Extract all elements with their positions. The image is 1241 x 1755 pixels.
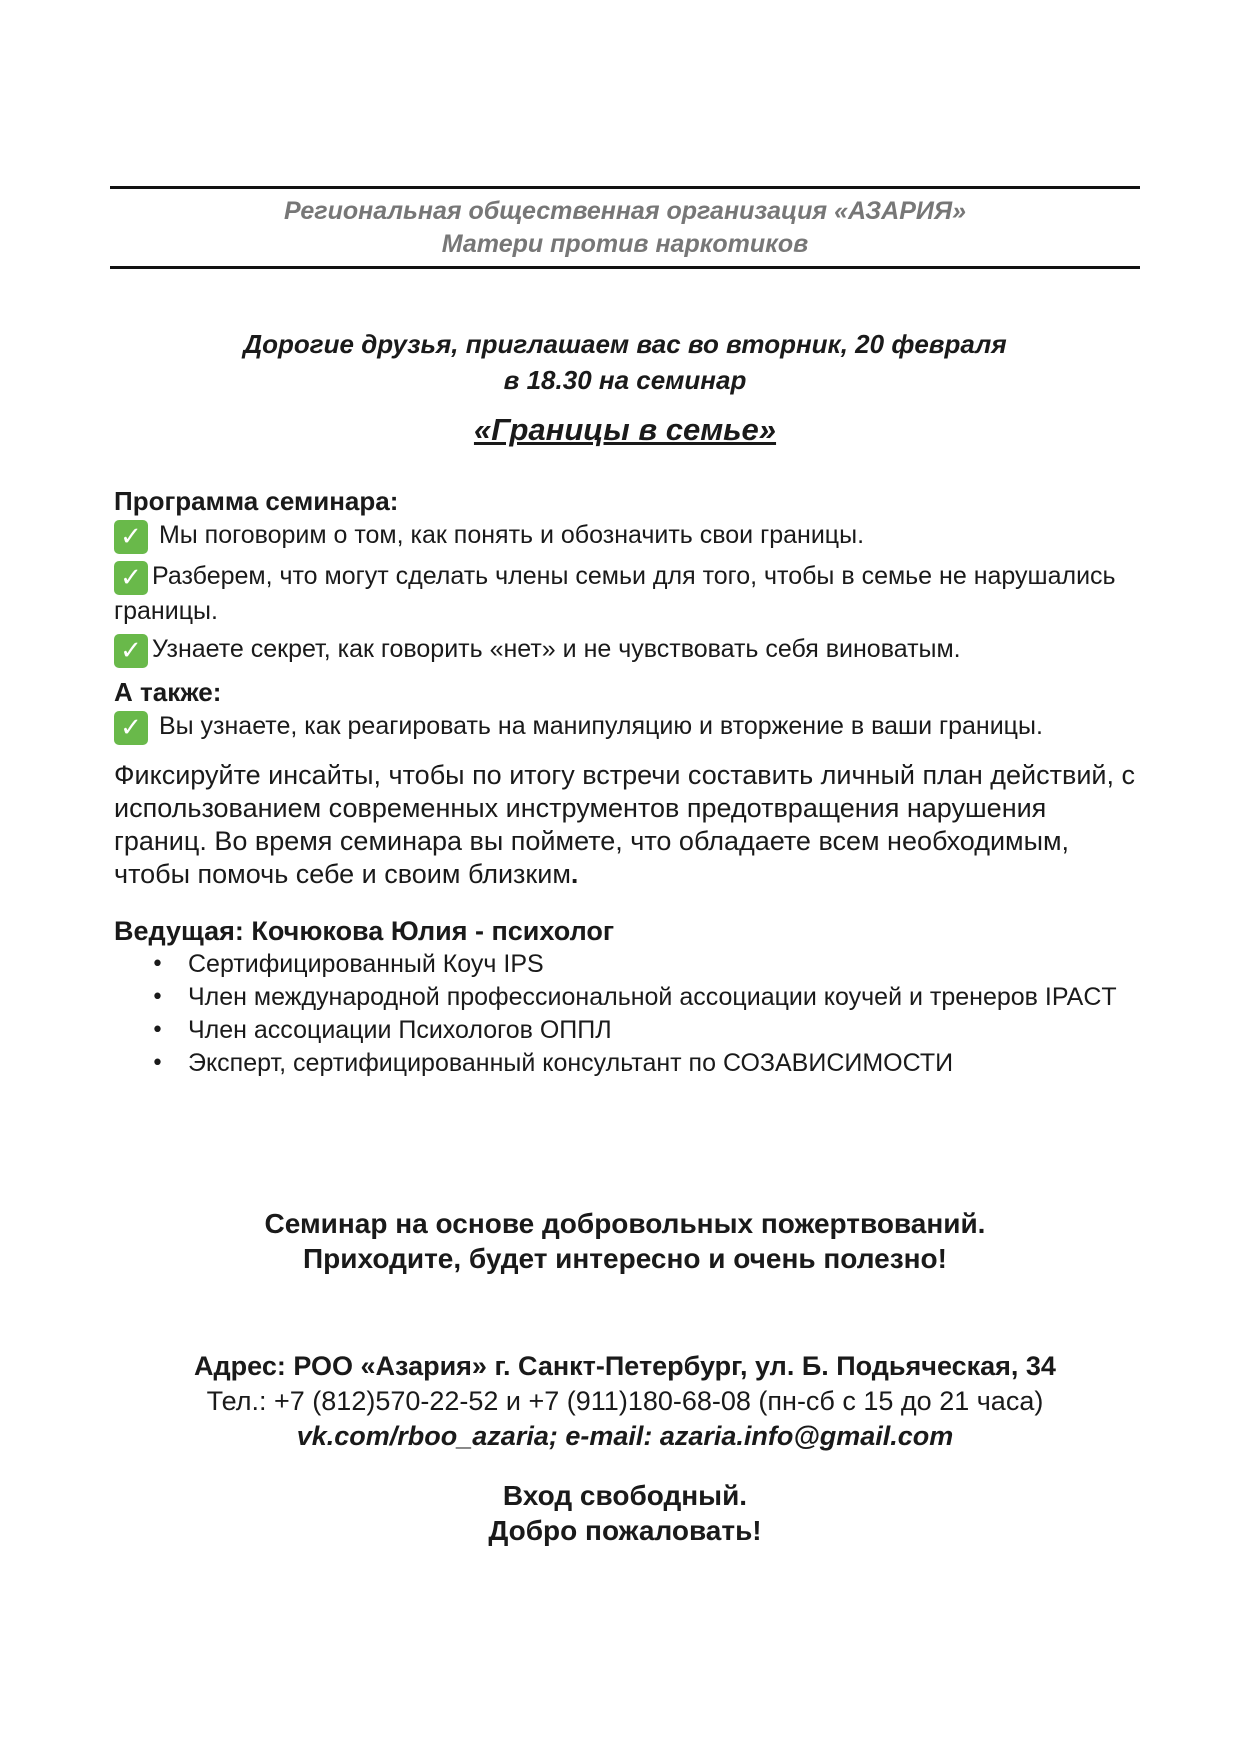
organization-name: Региональная общественная организация «АЗАРИЯ»: [284, 197, 966, 225]
program-title: Программа семинара:: [114, 486, 399, 516]
closing-line-1: Вход свободный.: [502, 1480, 748, 1511]
also-item-text: Вы узнаете, как реагировать на манипуляцию и вторжение в ваши границы.: [152, 712, 1043, 740]
check-mark-icon: ✓: [114, 520, 148, 554]
donation-line-1: Семинар на основе добровольных пожертвований.: [264, 1208, 986, 1239]
check-mark-icon: ✓: [114, 634, 148, 668]
check-mark-icon: ✓: [114, 561, 148, 595]
description-text: Фиксируйте инсайты, чтобы по итогу встречи составить личный план действий, с использованием современных инструментов предотвращения нарушения границ. Во время семинара вы поймете, что обладаете всем необходимым, чтобы помочь себе и своим близким: [114, 760, 1136, 889]
contacts: [110, 1349, 1140, 1454]
closing: [110, 1478, 1140, 1548]
program-item-text: Разберем, что могут сделать члены семьи для того, чтобы в семье не нарушались границы.: [114, 562, 1116, 625]
description-end: .: [570, 859, 579, 889]
check-mark-icon: ✓: [114, 711, 148, 745]
web-and-email: vk.com/rboo_azaria; e-mail: azaria.info@gmail.com: [296, 1421, 954, 1451]
organization-header: [110, 186, 1140, 269]
closing-line-2: Добро пожаловать!: [488, 1515, 762, 1546]
program-item: [114, 560, 1144, 627]
credential-item: • Член международной профессиональной ассоциации коучей и тренеров IPACT: [188, 982, 1144, 1013]
address: Адрес: РОО «Азария» г. Санкт-Петербург, ул. Б. Подьяческая, 34: [194, 1351, 1056, 1381]
credential-item: • Эксперт, сертифицированный консультант по СОЗАВИСИМОСТИ: [188, 1048, 1144, 1079]
seminar-title: «Границы в семье»: [473, 412, 777, 447]
donation-note: [110, 1206, 1140, 1276]
credential-item: • Сертифицированный Коуч IPS: [188, 949, 1144, 980]
invitation: [110, 326, 1140, 398]
presenter-credentials: [114, 949, 1144, 1079]
invitation-line-2: в 18.30 на семинар: [503, 365, 747, 395]
program-item: [114, 633, 1144, 668]
program-item-text: Узнаете секрет, как говорить «нет» и не чувствовать себя виноватым.: [152, 635, 961, 663]
description-paragraph: [114, 759, 1144, 891]
also-item: [114, 710, 1144, 745]
organization-slogan: Матери против наркотиков: [441, 230, 809, 258]
phone: Тел.: +7 (812)570-22-52 и +7 (911)180-68-08 (пн-сб с 15 до 21 часа): [206, 1386, 1044, 1416]
donation-line-2: Приходите, будет интересно и очень полезно!: [303, 1243, 947, 1274]
invitation-line-1: Дорогие друзья, приглашаем вас во вторник, 20 февраля: [243, 329, 1007, 359]
credential-item: • Член ассоциации Психологов ОППЛ: [188, 1015, 1144, 1046]
presenter-title: Ведущая: Кочюкова Юлия - психолог: [114, 916, 615, 946]
main-content: [114, 483, 1144, 1081]
also-title: А также:: [114, 677, 222, 707]
program-item: [114, 519, 1144, 554]
program-item-text: Мы поговорим о том, как понять и обозначить свои границы.: [152, 521, 865, 549]
